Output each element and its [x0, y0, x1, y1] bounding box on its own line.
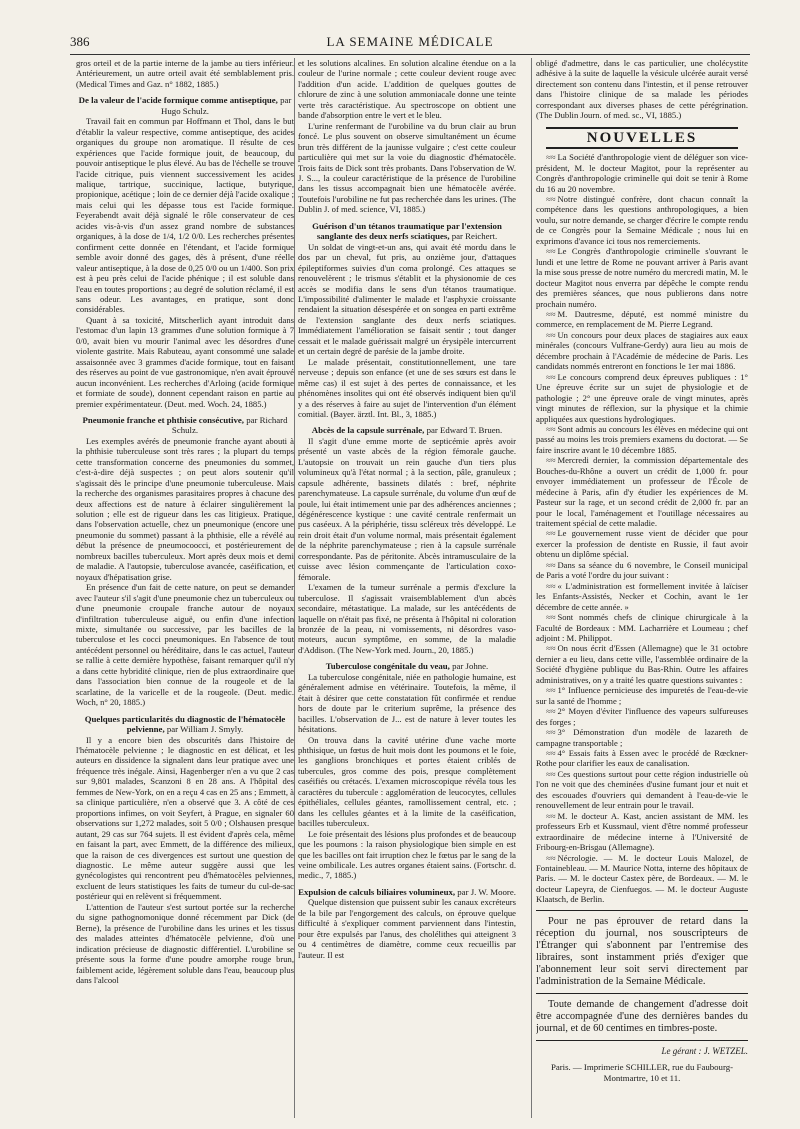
wavy-bullet-icon: ≈≈ [546, 727, 556, 738]
news-item [536, 528, 748, 559]
paragraph: En présence d'un fait de cette nature, on peut se demander avec l'auteur s'il s'agit d'une pneumonie chez un tuberculeux ou d'une pneumonie croupale franche autour de noyaux d'infiltration tuberculeuse aiguë, ou enfin d'une infection mixte, simultanée ou successive, par les bacilles de la tuberculose et les cocci pneumoniques. En l'absence de tout antécédent personnel ou héréditaire, dans le cas actuel, l'auteur se rallie à cette dernière hypothèse, faisant remarquer qu'il n'y a dans cette hybridité clinique, rien de plus extraordinaire que dans l'association bien connue de la rougeole et de la scarlatine, de la varicelle et de la rougeole. (Deut. medic. Woch, n° 20, 1885.) [76, 582, 294, 708]
news-item [536, 372, 748, 424]
paragraph: Il y a encore bien des obscurités dans l'histoire de l'hématocèle pelvienne ; le diagnostic en est délicat, et les auteurs en dissidence la signalent dans leur pratique avec une fréquence très inégale. Ainsi, Hagenberger n'en a vu que 2 cas sur 9,801 malades, Scanzoni 8 en 28 ans. A l'hôpital des femmes de New-York, on en a reçu 4 cas en 25 ans ; Emmett, à sa clinique particulière, n'en a observé que 3. A côté de ces proportions infimes, on voit Seyfert, à Prague, en signaler 60 observations sur 1,272 malades, soit 5 0/0 ; Olshausen presque autant, 29 cas sur 764 sujets. Il est évident d'après cela, même en faisant la part, avec Emmett, de la différence des milieux, que la raison de ces divergences est surtout une question de diagnostic. Le même auteur suggère aussi que les gynécologistes qui rencontrent peu d'hématocèles pelviennes, excluent de leurs statistiques les faits de tumeur du cul-de-sac postérieur qui en relèvent si fréquemment. [76, 734, 294, 902]
article-body [298, 436, 516, 656]
paragraph: On trouva dans la cavité utérine d'une vache morte phthisique, un fœtus de huit mois dont les poumons et le foie, les ganglions bronchiques et portes étaient criblés de tubercules, gros comme des pois, presque complètement caséifiés ou crétacés. L'examen microscopique révéla tous les caractères du tubercule : agglomération de leucocytes, cellules épithéliales, cellules géantes, ramollissement central, etc. ; dans les cellules géantes et à la limite de la caséification, bacilles tuberculeux. [298, 734, 516, 829]
article-title: Abcès de la capsule surrénale, [311, 425, 425, 436]
wavy-bullet-icon: ≈≈ [546, 423, 556, 434]
paragraph: Travail fait en commun par Hoffmann et Thol, dans le but d'établir la valeur respective, comme antiseptique, des acides organiques du groupe non aromatique. Il résulte de ces expériences que l'acide formique jouit, de beaucoup, du pouvoir antiseptique le plus élevé. Au bas de l'échelle se trouve l'acide citrique, puis viennent successivement les acides malique, tartrique, succinique, lactique, butyrique, propionique, acétique ; loin de ce dernier déjà l'acide oxalique ; mais celui qui les dépasse tous est l'acide formique. Feyerabendt avait déjà signalé le rôle conservateur de ces acides vis-à-vis d'un assez grand nombre de substances organiques, à la dose de 1/4, 1/2 0/0. Les recherches présentes confirment cette donnée en l'étendant, et l'acide formique semble avoir donné des gages, dès à présent, d'une réelle valeur antiseptique, à la dose de 0,25 0/0 ou un 1/400. Son prix est à peu près celui de l'acide phénique ; il est soluble dans l'eau en toutes proportions ; au degré de solution réclamé, il est sans odeur. Les avantages, en pratique, sont donc considérables. [76, 116, 294, 315]
divider [536, 1040, 748, 1041]
article-title: Pneumonie franche et phthisie consécutive, [82, 414, 245, 425]
news-item [536, 748, 748, 769]
wavy-bullet-icon: ≈≈ [546, 329, 556, 340]
wavy-bullet-icon: ≈≈ [546, 685, 556, 696]
running-head [70, 34, 750, 52]
section-title: NOUVELLES [586, 129, 698, 146]
column-divider [531, 58, 532, 1118]
paragraph: gros orteil et de la partie interne de la jambe au tiers inférieur. Antérieurement, un autre orteil avait été semblablement pris. (Medical Times and Gaz. n° 1882, 1885.) [76, 58, 294, 89]
news-item [536, 811, 748, 853]
wavy-bullet-icon: ≈≈ [546, 706, 556, 717]
article-author: par Johne. [452, 661, 489, 672]
news-item-text: Dans sa séance du 6 novembre, le Conseil municipal de Paris a voté l'ordre du jour suivant : [536, 559, 748, 581]
news-item-text: Le gouvernement russe vient de décider que pour exercer la profession de dentiste en Russie, il faut avoir obtenu un diplôme spécial. [536, 528, 748, 560]
news-item-text: M. Dautresme, député, est nommé ministre du commerce, en remplacement de M. Pierre Legrand. [536, 308, 748, 330]
news-item [536, 246, 748, 309]
wavy-bullet-icon: ≈≈ [546, 455, 556, 466]
column-3 [536, 58, 748, 1113]
column-2 [298, 58, 516, 1113]
news-item [536, 424, 748, 455]
news-item-text: 4° Essais faits à Essen avec le procédé de Rœckner-Rothe pour clarifier les eaux de canalisation. [536, 748, 748, 769]
paragraph: Il s'agit d'une emme morte de septicémie après avoir présenté un vaste abcès de la région fémorale gauche. L'autopsie on trouvait un rein gauche d'un tiers plus volumineux qu'à l'état normal ; à la section, pâle, granuleux ; capsule adhérente, bassinets dilatés : bref, néphrite parenchymateuse. La capsule surrénale, du volume d'un œuf de poule, lui était intimement unie par des adhérences anciennes ; dégénérescence kystique : une cavité centrale renfermait un pus caséeux. A la périphérie, tissu scléreux très développé. Le rein droit était d'un volume normal, mais présentait également de la néphrite parenchymateuse ; rien à la capsule surrénale correspondante. Pas de péritonite. Abcès intramusculaire de la cuisse avec lésion commençante de l'articulation coxo-fémorale. [298, 435, 516, 582]
article-body [76, 436, 294, 708]
news-item-text: Le Congrès d'anthropologie criminelle s'ouvrant le lundi et une lettre de Rome ne pouvant arriver à Paris avant la mise sous presse de notre numéro du mercredi matin, M. le docteur Magitot nous enverra par dépêche le compte rendu des premières séances, que nous publierons dans notre prochain numéro. [536, 246, 748, 309]
article-author: par Edward T. Bruen. [426, 425, 503, 436]
news-item [536, 194, 748, 246]
article-title: Tuberculose congénitale du veau, [325, 661, 450, 672]
nouvelles-header [536, 127, 748, 149]
news-item [536, 560, 748, 581]
paragraph: obligé d'admettre, dans le cas particulier, une cholécystite adhésive à la suite de laquelle la vésicule ulcérée aurait versé directement son contenu dans l'intestin, et il pense retrouver dans l'histoire clinique de sa malade les périodes correspondant aux diverses phases de cette pérégrination. (The Dublin Journ. of med. sc., VI, 1885.) [536, 58, 748, 121]
article-title: Guérison d'un tétanos traumatique par l'extension sanglante des deux nerfs sciatiques, [312, 220, 502, 242]
paragraph: L'examen de la tumeur surrénale a permis d'exclure la tuberculose. Il s'agissait vraisemblablement d'un abcès secondaire, métastatique. La malade, sur les antécédents de laquelle on n'était pas fixé, ne présenta à l'hôpital ni coloration bronzée de la peau, ni vomissements, ni désordres vaso-moteurs, aucun symptôme, en somme, de la maladie d'Addison. (The New-York med. Journ., 20, 1885.) [298, 582, 516, 655]
wavy-bullet-icon: ≈≈ [546, 528, 556, 539]
article-body [76, 116, 294, 409]
journal-title: LA SEMAINE MÉDICALE [326, 34, 494, 49]
paragraph: La tuberculose congénitale, niée en pathologie humaine, est généralement admise en vétérinaire. Toutefois, la même, il était à désirer que cette constatation fût confirmée et rendue hors de doute par le criterium suprême, la présence des bacilles. L'observation de J... est de nature à lever toutes les hésitations. [298, 671, 516, 735]
paragraph: Quelque distension que puissent subir les canaux excréteurs de la bile par l'engorgement des calculs, on éprouve quelque difficulté à s'expliquer comment parviennent dans l'intestin, pour être expulsés par l'anus, des cholélithes qui atteignent 3 ou 4 centimètres de diamètre, comme ceux recueillis par l'auteur. Il est [298, 897, 516, 960]
article-body [298, 242, 516, 420]
news-item [536, 853, 748, 905]
article-author: par Richard Schulz. [171, 414, 288, 436]
news-item [536, 643, 748, 685]
article-author: par William J. Smyly. [166, 724, 244, 735]
wavy-bullet-icon: ≈≈ [546, 559, 556, 570]
intro-continuation [76, 58, 294, 89]
news-item [536, 769, 748, 811]
divider [536, 910, 748, 911]
wavy-bullet-icon: ≈≈ [546, 371, 556, 382]
paragraph: L'attention de l'auteur s'est surtout portée sur la recherche du signe pathognomonique donné récemment par Dick (de Berne), la présence de l'urobiline dans les urines et les tissus des malades atteintes d'hématocèle pelvienne, d'où une indication précieuse de diagnostic différentiel. L'urobiline se présente sous la forme d'une poudre amorphe rouge brun, faiblement acide, légèrement soluble dans l'eau, beaucoup plus dans l'alcool [76, 901, 294, 985]
news-item [536, 727, 748, 748]
news-item-text: Le concours comprend deux épreuves publiques : 1° Une épreuve écrite sur un sujet de physiologie et de pathologie ; 2° une épreuve orale de vingt minutes, après vingt minutes de réflexion, sur la physique et la chimie appliquées aux questions hydrologiques. [536, 371, 748, 424]
article-body [298, 672, 516, 881]
article-author: par J. W. Moore. [457, 886, 516, 897]
wavy-bullet-icon: ≈≈ [546, 612, 556, 623]
news-item-text: Un concours pour deux places de stagiaires aux eaux minérales (concours Vulfrane-Gerdy) aura lieu au mois de décembre prochain à l'Académie de médecine de Paris. Les candidats nommés entreront en fonctions le 1er mai 1886. [536, 329, 748, 372]
wavy-bullet-icon: ≈≈ [546, 810, 556, 821]
wavy-bullet-icon: ≈≈ [546, 748, 556, 758]
page-number: 386 [70, 34, 90, 49]
article-body [298, 897, 516, 960]
news-item-text: 3° Démonstration d'un modèle de lazareth de campagne transportable ; [536, 727, 748, 748]
article-author: par Hugo Schulz. [161, 95, 292, 116]
article-heading [298, 887, 516, 897]
wavy-bullet-icon: ≈≈ [546, 643, 556, 654]
paragraph: Le malade présentait, constitutionnellement, une tare nerveuse ; depuis son enfance (et une de ses sœurs est dans le même cas) il est sujet à des pertes de connaissance, et les phénomènes insolites qui ont été observés indiquent bien qu'il y a des réserves à faire au sujet de l'intervention d'un élément comitial. (Bayer. ärztl. Int. Bl., 3, 1885.) [298, 356, 516, 419]
gerant-line: Le gérant : J. WETZEL. [661, 1045, 748, 1056]
paragraph: et les solutions alcalines. En solution alcaline étendue on a la couleur de l'urine normale ; cette couleur devient rouge avec l'addition d'un acide. L'addition de quelques gouttes de chlorure de zinc à une solution ammoniacale donne une teinte verte très caractéristique. Au spectroscope on obtient une bande d'absorption entre le vert et le bleu. [298, 58, 516, 121]
news-item [536, 152, 748, 194]
news-item-text: « L'administration est formellement invitée à laïciser les Enfants-Assistés, Necker et Cochin, avant le 1er décembre de cette année. » [536, 580, 748, 612]
news-item-text: On nous écrit d'Essen (Allemagne) que le 31 octobre dernier a eu lieu, dans cette ville, l'assemblée ordinaire de la Société d'hygiène publique du Bas-Rhin. Outre les affaires administratives, on y a traité les quatre questions suivantes : [536, 643, 748, 685]
ornament-rule [546, 147, 738, 149]
news-item [536, 581, 748, 612]
address-change-notice: Toute demande de changement d'adresse doit être accompagnée d'une des dernières bandes du journal, et de 60 centimes en timbres-poste. [536, 998, 748, 1034]
news-item [536, 706, 748, 727]
wavy-bullet-icon: ≈≈ [546, 193, 556, 204]
ornament-rule [546, 127, 738, 129]
news-item-text: Notre distingué confrère, dont chacun connaît la compétence dans les questions anthropologiques, a bien voulu, sur notre demande, se charger d'écrire le compte rendu de ce Congrès pour la Semaine Médicale ; nous lui en exprimons d'avance ici tous nos remerciements. [536, 193, 748, 246]
news-item-text: M. le docteur A. Kast, ancien assistant de MM. les professeurs Erb et Kussmaul, vient d'être nommé professeur extraordinaire de médecine interne à l'Université de Fribourg-en-Brisgau (Allemagne). [536, 810, 748, 853]
article-heading [298, 661, 516, 671]
article-heading [76, 714, 294, 735]
article-body [76, 735, 294, 986]
wavy-bullet-icon: ≈≈ [546, 152, 556, 163]
news-item-text: 1° Influence pernicieuse des impuretés de l'eau-de-vie sur la santé de l'homme ; [536, 685, 748, 706]
news-item-text: La Société d'anthropologie vient de déléguer son vice-président, M. le docteur Magitot, pour la représenter au Congrès d'anthropologie criminelle qui doit se tenir à Rome du 16 au 20 novembre. [536, 152, 748, 194]
wavy-bullet-icon: ≈≈ [546, 768, 556, 779]
wavy-bullet-icon: ≈≈ [546, 246, 556, 257]
intro-continuation [536, 58, 748, 121]
article-author: par Reichert. [451, 231, 498, 242]
wavy-bullet-icon: ≈≈ [546, 580, 556, 591]
article-heading [76, 415, 294, 436]
paragraph: Un soldat de vingt-et-un ans, qui avait été mordu dans le dos par un cheval, fut pris, au onzième jour, d'attaques épileptiformes suivies d'un coma prolongé. Ces attaques se renouvelèrent ; le trismus s'établit et la physionomie de ces accès se modifia dans le sens d'un tétanos traumatique. L'impossibilité d'alimenter le malade et l'asphyxie croissante rendaient la situation désespérée et on songea en parti extrême de l'extension sanglante des deux nerfs sciatiques. Immédiatement l'amélioration se faisait sentir ; tout danger cessait et le malade guérissait malgré un érysipèle intercurrent et un certain degré de parésie de la jambe droite. [298, 241, 516, 357]
news-item-text: Sont nommés chefs de clinique chirurgicale à la Faculté de Bordeaux : MM. Lacharrière et Loumeau ; chef adjoint : M. Philippot. [536, 612, 748, 644]
news-item-text: 2° Moyen d'éviter l'influence des vapeurs sulfureuses des forges ; [536, 706, 748, 727]
paragraph: Quant à sa toxicité, Mitscherlich ayant introduit dans l'estomac d'un lapin 13 grammes d'une solution formique à 7 0/0, avait bien vu mourir l'animal avec les désordres d'une violente gastrite. Mais Rabuteau, ayant consommé une salade assaisonnée avec 3 grammes d'acide formique, tout en faisant des réserves au point de vue gastronomique, n'en avait éprouvé aucun inconvénient. Les recherches d'Arloing (acide formique et formiate de soude), donnent cependant raison en partie au premier expérimentateur. (Deut. med. Woch. 24, 1885.) [76, 314, 294, 409]
news-list [536, 152, 748, 905]
news-item [536, 330, 748, 372]
news-item [536, 309, 748, 330]
article-title: De la valeur de l'acide formique comme antiseptique, [78, 95, 278, 106]
news-item [536, 455, 748, 528]
paragraph: Les exemples avérés de pneumonie franche ayant abouti à la phthisie tuberculeuse sont très rares ; la plupart du temps cette transformation concerne des pneumonies du sommet, c'est-à-dire déjà suspectes ; on peut alors soutenir qu'il s'agissait dès le principe d'une pneumonie tuberculeuse. Mais la recherche des organismes parasitaires propres à chacune des deux affections est de nature à éclairer singulièrement la solution ; elle est de rigueur dans les cas litigieux. Pratique, dans l'observation actuelle, chez un pneumonique (encore une pneumonie du sommet) passant à la phthisie, elle a révélé au début la présence de pneumocoocci, et postérieurement de nombreux bacilles tuberculeux. Mort après deux mois et demi de maladie. A l'autopsie, tuberculose avancée, caséification, et noyaux d'hépatisation grise. [76, 435, 294, 582]
printer-line: Paris. — Imprimerie SCHILLER, rue du Faubourg- [550, 1062, 734, 1073]
article-heading [76, 95, 294, 116]
news-item-text: Mercredi dernier, la commission départementale des Bouches-du-Rhône a ouvert un crédit de 1,000 fr. pour envoyer immédiatement un professeur de l'École de médecine à Paris, afin d'y étudier les expériences de M. Pasteur sur la rage, et un second crédit de 2,000 fr. par an pour le local, l'aménagement et l'outillage nécessaires au traitement spécial de cette maladie. [536, 455, 748, 529]
news-item-text: Sont admis au concours les élèves en médecine qui ont passé au moins les trois premiers examens du doctorat. — Se faire inscrire avant le 10 décembre 1885. [536, 423, 748, 455]
news-item-text: Nécrologie. — M. le docteur Louis Malozel, de Fontainebleau. — M. Maurice Notta, interne des hôpitaux de Paris. — M. le docteur Castex père, de Bordeaux. — M. le docteur Lapeyra, de Cienfuegos. — M. le docteur Auguste Klaatsch, de Berlin. [536, 852, 748, 905]
printer-line: Montmartre, 10 et 11. [603, 1072, 681, 1083]
article-heading [298, 221, 516, 242]
news-item [536, 685, 748, 706]
wavy-bullet-icon: ≈≈ [546, 852, 556, 863]
paragraph: L'urine renfermant de l'urobiline va du brun clair au brun foncé. Le plus souvent on observe simultanément un écume brun très différent de la jaunisse vulgaire ; c'est cette couleur particulière qui met sur la voie du diagnostic d'hématocèle. Trois faits de Dick sont très probants. Dans l'observation de W. J. S..., la couleur caractéristique de la présence de l'urobiline dans les tissus accompagnait bien une hématocèle avérée. Toutefois l'urobiline ne fut pas recherchée dans les urines. (The Dublin J. of med. science, VI, 1885.) [298, 120, 516, 215]
paragraph: Le foie présentait des lésions plus profondes et de beaucoup que les poumons : la raison physiologique bien simple en est que les bacilles ont fait irruption chez le fœtus par le sang de la veine ombilicale. Les autres organes étaient sains. (Fortschr. d. medic., 7, 1885.) [298, 828, 516, 881]
article-title: Expulsion de calculs biliaires volumineux, [298, 886, 456, 897]
wavy-bullet-icon: ≈≈ [546, 308, 556, 319]
intro-continuation [298, 58, 516, 215]
news-item-text: Ces questions surtout pour cette région industrielle où l'on ne voit que des cheminées d'usine fumant jour et nuit et des escouades d'ouvriers qui demandent à l'eau-de-vie le renouvellement de leur entrain pour le travail. [536, 768, 748, 811]
article-heading [298, 425, 516, 435]
article-title: Quelques particularités du diagnostic de l'hématocèle pelvienne, [84, 713, 286, 735]
column-1 [76, 58, 294, 1113]
column-divider [294, 58, 295, 1118]
subscriber-notice: Pour ne pas éprouver de retard dans la réception du journal, nos souscripteurs de l'Étranger qui s'abonnent par l'entremise des libraires, sont instamment priés d'exiger que l'abonnement leur soit servi directement par l'administration de la Semaine Médicale. [536, 915, 748, 987]
news-item [536, 612, 748, 643]
divider [536, 993, 748, 994]
printer-imprint [536, 1062, 748, 1083]
header-rule [70, 54, 750, 55]
